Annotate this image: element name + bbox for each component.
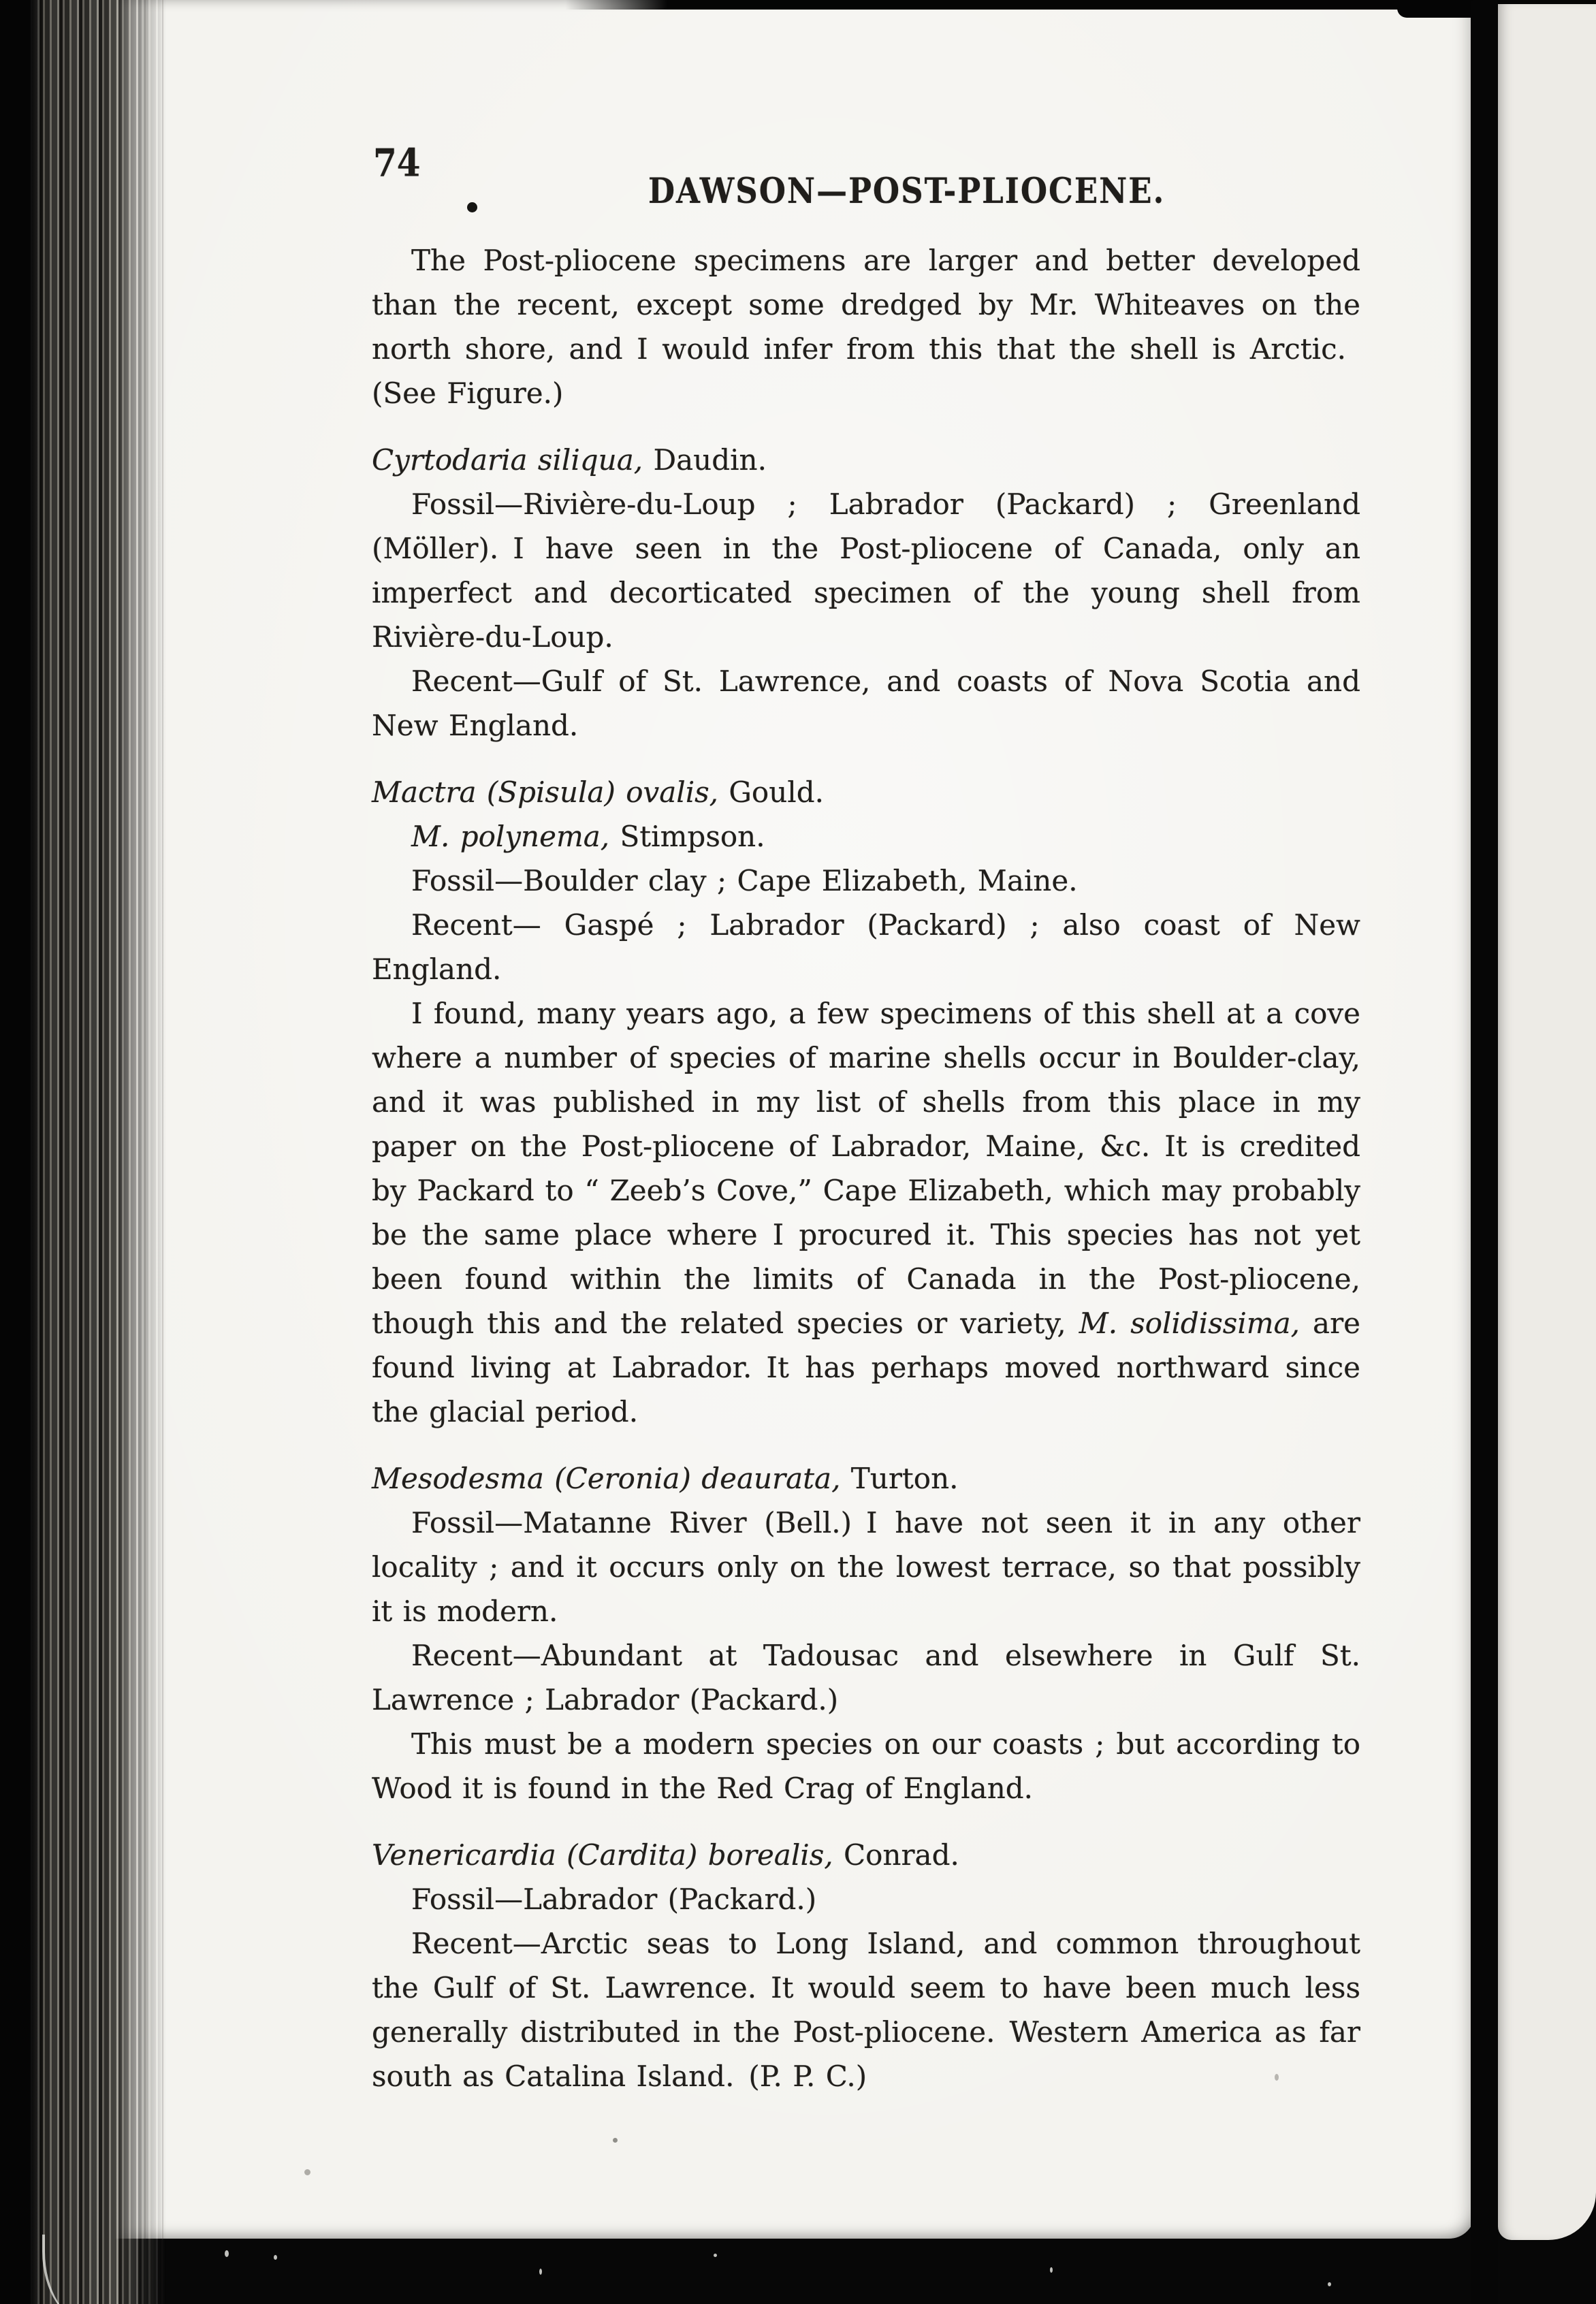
dust-speck bbox=[714, 2254, 717, 2257]
dust-speck bbox=[274, 2255, 277, 2260]
text-run: M. solidissima, bbox=[1079, 1307, 1300, 1340]
paragraph bbox=[372, 659, 1360, 748]
adjacent-page-edge bbox=[1498, 4, 1596, 2240]
text-run: Gould. bbox=[718, 775, 824, 809]
text-run: Fossil—Labrador (Packard.) bbox=[411, 1883, 817, 1916]
text-run: I found, many years ago, a few specimens of this shell at a cove where a number of species of marine shells occur in Boulder-clay, and it was published in my list of shells from this place in my paper on the Post-pliocene of Labrador, Maine, &c. It is credited by Packard to “ Zeeb’s Cove,” Cape Elizabeth, which may probably be the same place where I procured it. This species has not yet been found within the limits of Canada in the Post-pliocene, though this and the related species or variety, bbox=[372, 997, 1360, 1340]
stain-mark bbox=[304, 2169, 310, 2175]
paragraph bbox=[372, 859, 1360, 903]
text-run: Cyrtodaria siliqua, bbox=[372, 443, 643, 477]
paragraph bbox=[372, 238, 1360, 415]
text-run: Venericardia (Cardita) borealis, bbox=[372, 1838, 833, 1872]
paragraph bbox=[372, 1501, 1360, 1633]
dust-speck bbox=[225, 2250, 229, 2257]
text-run: Mesodesma (Ceronia) deaurata, bbox=[372, 1462, 841, 1495]
paragraph bbox=[372, 1921, 1360, 2098]
text-run: Fossil—Matanne River (Bell.) I have not seen it in any other locality ; and it occurs only on the lowest terrace, so that possibly it is modern. bbox=[372, 1506, 1360, 1628]
dust-speck bbox=[1328, 2282, 1331, 2286]
text-run: This must be a modern species on our coasts ; but according to Wood it is found in the Red Crag of England. bbox=[372, 1727, 1360, 1805]
text-run: Recent— Gaspé ; Labrador (Packard) ; also coast of New England. bbox=[372, 908, 1360, 986]
dust-speck bbox=[539, 2269, 542, 2275]
text-run: Stimpson. bbox=[609, 820, 765, 853]
binding-gutter bbox=[0, 0, 172, 2304]
paragraph bbox=[372, 991, 1360, 1434]
stain-mark bbox=[1275, 2074, 1279, 2081]
paragraph bbox=[372, 1877, 1360, 1921]
page-fold-line bbox=[144, 0, 146, 2240]
page-number: 74 bbox=[373, 140, 421, 186]
species-heading bbox=[372, 1833, 1360, 1877]
text-run: M. polynema, bbox=[411, 820, 610, 853]
paragraph bbox=[372, 1722, 1360, 1810]
text-run: are found living at Labrador. It has perhaps moved northward since the glacial period. bbox=[372, 1307, 1361, 1428]
paragraph bbox=[372, 1633, 1360, 1722]
text-run: Conrad. bbox=[833, 1838, 959, 1872]
dust-speck bbox=[1050, 2267, 1053, 2273]
page-fold-line bbox=[162, 0, 163, 2240]
text-run: Recent—Arctic seas to Long Island, and common throughout the Gulf of St. Lawrence. It would seem to have been much less generally distributed in the Post-pliocene. Western America as far south as Catalina Island. (P. P. C.) bbox=[372, 1927, 1360, 2093]
page-text-block bbox=[372, 238, 1360, 2098]
text-run: Recent—Abundant at Tadousac and elsewhere in Gulf St. Lawrence ; Labrador (Packard.) bbox=[372, 1639, 1360, 1716]
synonym-line bbox=[372, 814, 1360, 859]
page-edge-shadow bbox=[1471, 0, 1498, 2304]
species-heading bbox=[372, 1456, 1360, 1501]
running-header: DAWSON—POST-PLIOCENE. bbox=[648, 170, 1166, 212]
text-run: Mactra (Spisula) ovalis, bbox=[372, 775, 719, 809]
paragraph bbox=[372, 482, 1360, 659]
text-run: Fossil—Rivière-du-Loup ; Labrador (Packard) ; Greenland (Möller). I have seen in the Post-pliocene of Canada, only an imperfect and decorticated specimen of the young shell from Rivière-du-Loup. bbox=[372, 487, 1360, 654]
text-run: Recent—Gulf of St. Lawrence, and coasts of Nova Scotia and New England. bbox=[372, 665, 1360, 742]
ink-dot bbox=[467, 202, 477, 212]
text-run: Turton. bbox=[840, 1462, 959, 1495]
text-run: Fossil—Boulder clay ; Cape Elizabeth, Maine. bbox=[411, 864, 1078, 897]
text-run: Daudin. bbox=[643, 443, 767, 477]
stain-mark bbox=[613, 2138, 618, 2143]
species-heading bbox=[372, 770, 1360, 814]
species-heading bbox=[372, 438, 1360, 482]
paragraph bbox=[372, 903, 1360, 991]
text-run: The Post-pliocene specimens are larger and better developed than the recent, except some dredged by Mr. Whiteaves on the north shore, and I would infer from this that the shell is Arctic. (See Figure.) bbox=[372, 244, 1360, 410]
